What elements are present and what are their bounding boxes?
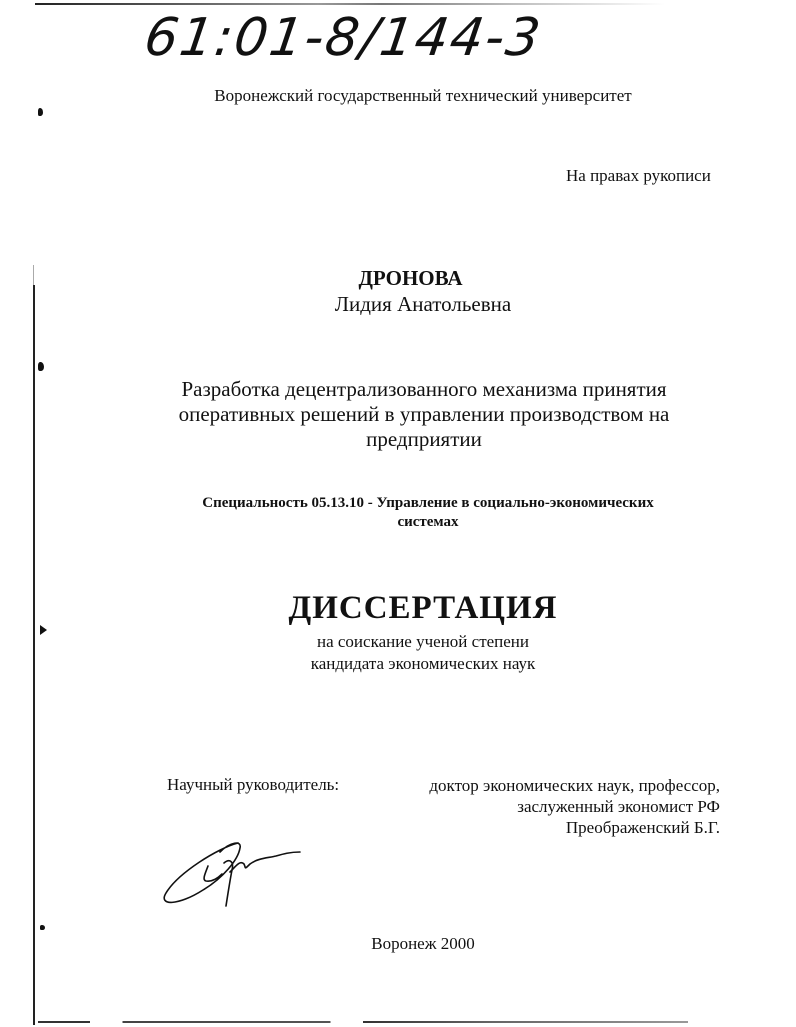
binding-hole-mark [40,925,45,930]
supervisor-info [429,775,720,838]
scan-edge-top [35,3,665,5]
document-heading: ДИССЕРТАЦИЯ [288,590,558,626]
specialty-line: системах [397,514,459,530]
title-line: оперативных решений в управлении производством на [178,402,670,426]
city-year: Воронеж 2000 [371,934,475,953]
scan-edge-bottom [38,1021,688,1023]
catalog-number: 61:01-8/144-3 [140,8,546,68]
dissertation-title [150,377,698,452]
author-surname: ДРОНОВА [358,266,463,290]
university-name: Воронежский государственный технический университет [214,86,632,105]
supervisor-label: Научный руководитель: [167,775,340,794]
author-given-names: Лидия Анатольевна [334,292,512,316]
rights-note: На правах рукописи [566,166,711,185]
title-line: предприятии [366,427,482,451]
degree-line: кандидата экономических наук [310,654,536,673]
title-line: Разработка децентрализованного механизма принятия [181,377,667,401]
specialty [150,494,706,532]
supervisor-honorific: заслуженный экономист РФ [517,797,720,816]
specialty-line: Специальность 05.13.10 - Управление в социально-экономических [202,495,654,511]
supervisor-name: Преображенский Б.Г. [565,818,720,837]
degree-line: на соискание ученой степени [316,632,530,651]
binding-hole-mark [38,362,44,371]
supervisor-degree: доктор экономических наук, профессор, [429,776,720,795]
binding-hole-mark [38,108,43,116]
signature-icon [158,838,308,910]
